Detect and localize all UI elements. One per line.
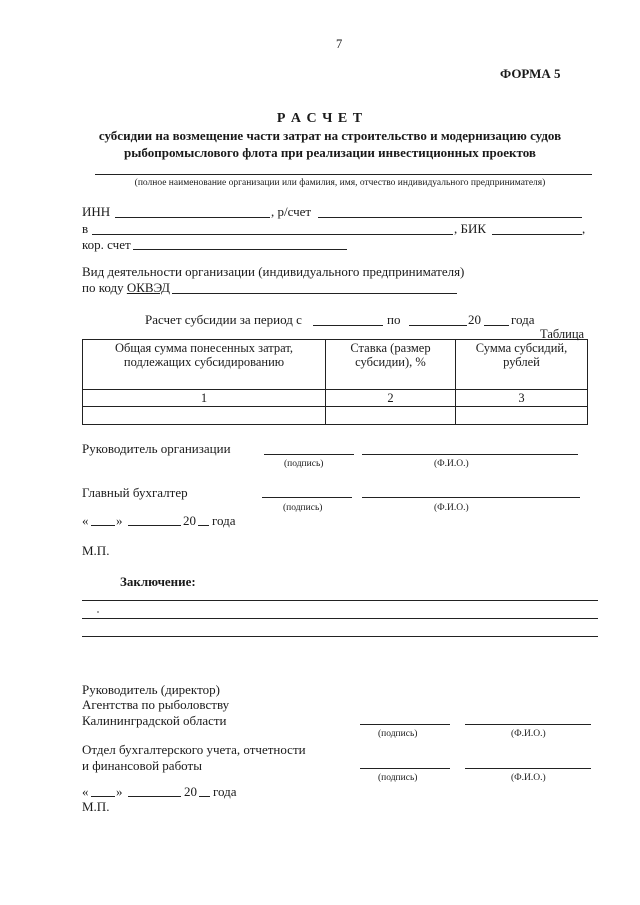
cell-total-costs[interactable] bbox=[83, 407, 326, 425]
cell-subsidy-amount[interactable] bbox=[456, 407, 588, 425]
agency-fio-field[interactable] bbox=[465, 724, 591, 725]
header-total-costs: Общая сумма понесенных затрат, подлежащих субсидированию bbox=[83, 340, 326, 390]
activity-label-line1: Вид деятельности организации (индивидуального предпринимателя) bbox=[82, 264, 465, 279]
header-rate: Ставка (размер субсидии), % bbox=[326, 340, 456, 390]
head-fio-caption: (Ф.И.О.) bbox=[434, 459, 469, 469]
inn-label: ИНН bbox=[82, 204, 111, 219]
period-year-field[interactable] bbox=[484, 325, 509, 326]
conclusion-line-2[interactable] bbox=[82, 618, 598, 619]
conclusion-line-1[interactable] bbox=[82, 600, 598, 601]
date2-close-quote: » bbox=[116, 784, 123, 799]
accounting-fio-field[interactable] bbox=[465, 768, 591, 769]
accounting-fio-caption: (Ф.И.О.) bbox=[511, 773, 546, 783]
bik-comma: , bbox=[582, 221, 586, 236]
period-prefix: Расчет субсидии за период с bbox=[145, 312, 302, 327]
inn-field[interactable] bbox=[115, 217, 270, 218]
document-subtitle-line1: субсидии на возмещение части затрат на строительство и модернизацию судов bbox=[98, 128, 562, 143]
document-subtitle-line2: рыбопромыслового флота при реализации инвестиционных проектов bbox=[124, 145, 536, 160]
period-to-field[interactable] bbox=[409, 325, 467, 326]
conclusion-line-3[interactable] bbox=[82, 636, 598, 637]
agency-signature-field[interactable] bbox=[360, 724, 450, 725]
page-number: 7 bbox=[336, 37, 343, 51]
agency-signature-caption: (подпись) bbox=[378, 729, 418, 739]
subsidy-table bbox=[82, 339, 588, 425]
document-title: Р А С Ч Е Т bbox=[276, 111, 364, 126]
bank-field[interactable] bbox=[92, 234, 453, 235]
stamp-place-label-2: М.П. bbox=[82, 799, 110, 814]
accounting-signature-caption: (подпись) bbox=[378, 773, 418, 783]
agency-fio-caption: (Ф.И.О.) bbox=[511, 729, 546, 739]
period-year-prefix: 20 bbox=[468, 312, 481, 327]
org-name-caption: (полное наименование организации или фамилия, имя, отчество индивидуального предпринимателя) bbox=[134, 178, 546, 188]
date-day-field[interactable] bbox=[91, 525, 115, 526]
bik-field[interactable] bbox=[492, 234, 582, 235]
accounting-signature-field[interactable] bbox=[360, 768, 450, 769]
corr-account-field[interactable] bbox=[133, 249, 347, 250]
date-year-suffix: года bbox=[212, 513, 236, 528]
okved-label: ОКВЭД bbox=[126, 280, 170, 295]
accountant-signature-field[interactable] bbox=[262, 497, 352, 498]
accounting-dept-line1: Отдел бухгалтерского учета, отчетности bbox=[82, 742, 306, 757]
date-close-quote: » bbox=[116, 513, 123, 528]
table-header-row bbox=[83, 340, 588, 390]
date2-year-suffix: года bbox=[213, 784, 237, 799]
head-signature-field[interactable] bbox=[264, 454, 354, 455]
date-month-field[interactable] bbox=[128, 525, 181, 526]
head-fio-field[interactable] bbox=[362, 454, 578, 455]
table-row[interactable] bbox=[83, 407, 588, 425]
column-number-1: 1 bbox=[83, 390, 326, 407]
date2-open-quote: « bbox=[82, 784, 89, 799]
date2-year-field[interactable] bbox=[199, 796, 210, 797]
okved-field[interactable] bbox=[172, 293, 457, 294]
org-name-line[interactable] bbox=[95, 174, 592, 175]
agency-line1: Руководитель (директор) bbox=[82, 682, 220, 697]
agency-line2: Агентства по рыболовству bbox=[82, 697, 230, 712]
accountant-fio-caption: (Ф.И.О.) bbox=[434, 503, 469, 513]
column-number-2: 2 bbox=[326, 390, 456, 407]
table-label: Таблица bbox=[540, 327, 585, 341]
date-year-field[interactable] bbox=[198, 525, 209, 526]
period-year-suffix: года bbox=[511, 312, 535, 327]
column-number-3: 3 bbox=[456, 390, 588, 407]
accountant-fio-field[interactable] bbox=[362, 497, 580, 498]
table-row bbox=[83, 390, 588, 407]
accountant-signature-caption: (подпись) bbox=[283, 503, 323, 513]
agency-line3: Калининградской области bbox=[82, 713, 227, 728]
form-label: ФОРМА 5 bbox=[500, 66, 561, 81]
cell-rate[interactable] bbox=[326, 407, 456, 425]
date-year-prefix: 20 bbox=[183, 513, 196, 528]
activity-label-line2 bbox=[82, 280, 170, 296]
account-field[interactable] bbox=[318, 217, 582, 218]
stamp-place-label: М.П. bbox=[82, 543, 110, 558]
head-signature-caption: (подпись) bbox=[284, 459, 324, 469]
date2-day-field[interactable] bbox=[91, 796, 115, 797]
bik-label: , БИК bbox=[454, 221, 487, 236]
conclusion-label: Заключение: bbox=[120, 574, 196, 589]
period-from-field[interactable] bbox=[313, 325, 383, 326]
scan-speck bbox=[97, 611, 99, 613]
accounting-dept-line2: и финансовой работы bbox=[82, 758, 202, 773]
date2-year-prefix: 20 bbox=[184, 784, 197, 799]
activity-code-prefix: по коду bbox=[82, 280, 124, 295]
header-subsidy-amount: Сумма субсидий, рублей bbox=[456, 340, 588, 390]
period-to-label: по bbox=[387, 312, 401, 327]
head-of-org-label: Руководитель организации bbox=[82, 441, 231, 456]
date2-month-field[interactable] bbox=[128, 796, 181, 797]
date-open-quote: « bbox=[82, 513, 89, 528]
chief-accountant-label: Главный бухгалтер bbox=[82, 485, 188, 500]
corr-account-label: кор. счет bbox=[82, 237, 131, 252]
bank-label: в bbox=[82, 221, 89, 236]
account-label: , р/счет bbox=[271, 204, 312, 219]
